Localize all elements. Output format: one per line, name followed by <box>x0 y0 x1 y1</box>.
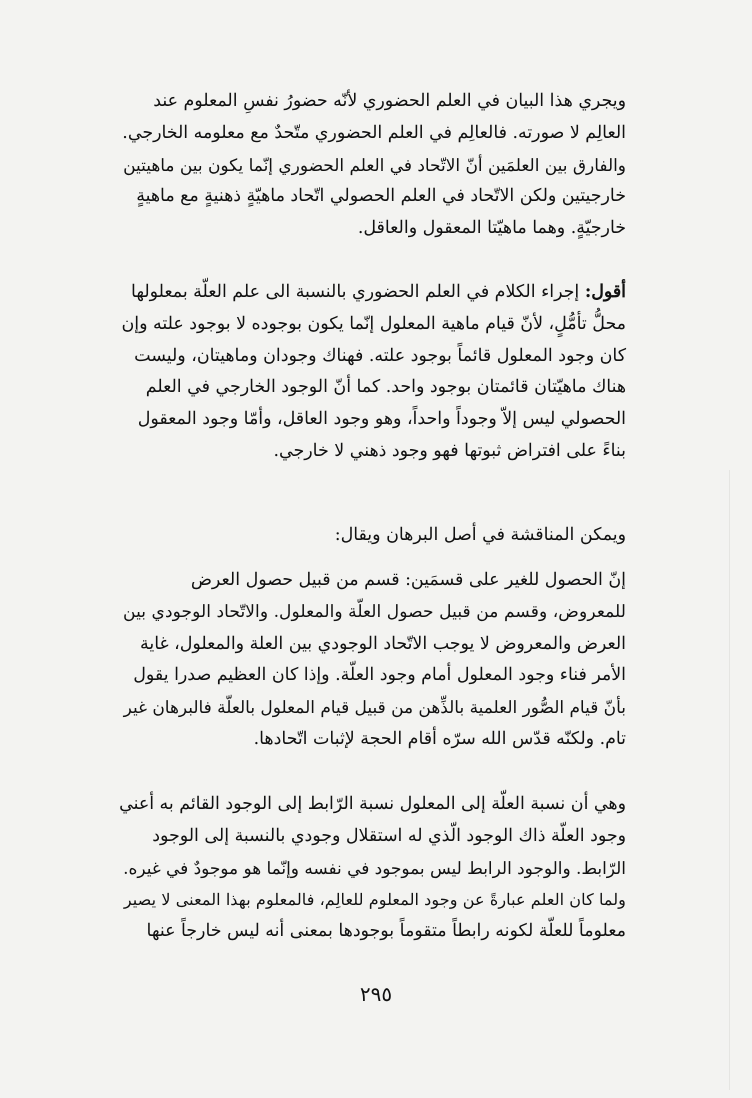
text-line: وجود العلّة ذاك الوجود الّذي له استقلال وجودي بالنسبة إلى الوجود <box>152 825 626 846</box>
text-line: بناءً على افتراض ثبوتها فهو وجود ذهني لا خارجي. <box>273 440 626 461</box>
paragraph-3 <box>118 520 626 552</box>
text-line: والفارق بين العلمَين أنّ الاتّحاد في العلم الحضوري إنّما يكون بين ماهيتين <box>123 154 626 175</box>
text-line: إنّ الحصول للغير على قسمَين: قسم من قبيل حصول العرض <box>190 570 626 590</box>
paragraph-2 <box>118 277 626 468</box>
page-number: ٢٩٥ <box>359 982 393 1006</box>
paragraph-1 <box>118 86 626 245</box>
paragraph-4 <box>118 565 626 756</box>
text-line: معلوماً للعلّة لكونه رابطاً متقوماً بوجودها بمعنى أنه ليس خارجاً عنها <box>146 921 626 942</box>
text-line: وهي أن نسبة العلّة إلى المعلول نسبة الرّابط إلى الوجود القائم به أعني <box>119 794 626 814</box>
text-line: خارجيتين ولكن الاتّحاد في العلم الحصولي اتّحاد ماهيّةٍ ذهنيةٍ مع ماهيةٍ <box>136 186 626 207</box>
text-line: العالِم لا صورته. فالعالِم في العلم الحضوري متّحدٌ مع معلومه الخارجي. <box>122 122 626 143</box>
text-line: ويمكن المناقشة في أصل البرهان ويقال: <box>334 525 626 545</box>
paragraph-5 <box>118 789 626 948</box>
text-line: ويجري هذا البيان في العلم الحضوري لأنّه حضورُ نفسِ المعلوم عند <box>153 91 626 111</box>
page-edge-line <box>729 470 730 1090</box>
text-line: كان وجود المعلول قائماً بوجود علته. فهناك وجودان وماهيتان، وليست <box>134 345 626 366</box>
text-line: الأمر فناء وجود المعلول أمام وجود العلّة. وإذا كان العظيم صدرا يقول <box>133 665 626 686</box>
text-line: الحصولي ليس إلاّ وجوداً واحداً، وهو وجود العاقل، وأمّا وجود المعقول <box>137 409 626 430</box>
text-line: للمعروض، وقسم من قبيل حصول العلّة والمعلول. والاتّحاد الوجودي بين <box>123 601 626 622</box>
text-line <box>118 277 626 309</box>
text-line: هناك ماهيّتان قائمتان بوجود واحد. كما أنّ الوجود الخارجي في العلم <box>145 377 626 398</box>
text-line: بأنّ قيام الصُّور العلمية بالذِّهن من قبيل قيام المعلول بالعلّة فالبرهان غير <box>123 697 626 718</box>
text-line-rest: إجراء الكلام في العلم الحضوري بالنسبة الى علم العلّة بمعلولها <box>131 282 580 302</box>
text-line: تام. ولكنّه قدّس الله سرّه أقام الحجة لإثبات اتّحادها. <box>253 728 626 749</box>
text-line: محلُّ تأمُّلٍ، لأنّ قيام ماهية المعلول إنّما يكون بوجوده لا بوجود علته وإن <box>121 313 626 334</box>
text-line: العرض والمعروض لا يوجب الاتّحاد الوجودي بين العلة والمعلول، غاية <box>140 633 626 654</box>
paragraph-lead-word: أقول: <box>584 282 626 302</box>
text-line: ولما كان العلم عبارةً عن وجود المعلوم للعالِم، فالمعلوم بهذا المعنى لا يصير <box>123 890 626 910</box>
text-line: الرّابط. والوجود الرابط ليس بموجود في نفسه وإنّما هو موجودٌ في غيره. <box>123 857 626 878</box>
text-line: خارجيّةٍ. وهما ماهيّتا المعقول والعاقل. <box>357 218 626 239</box>
